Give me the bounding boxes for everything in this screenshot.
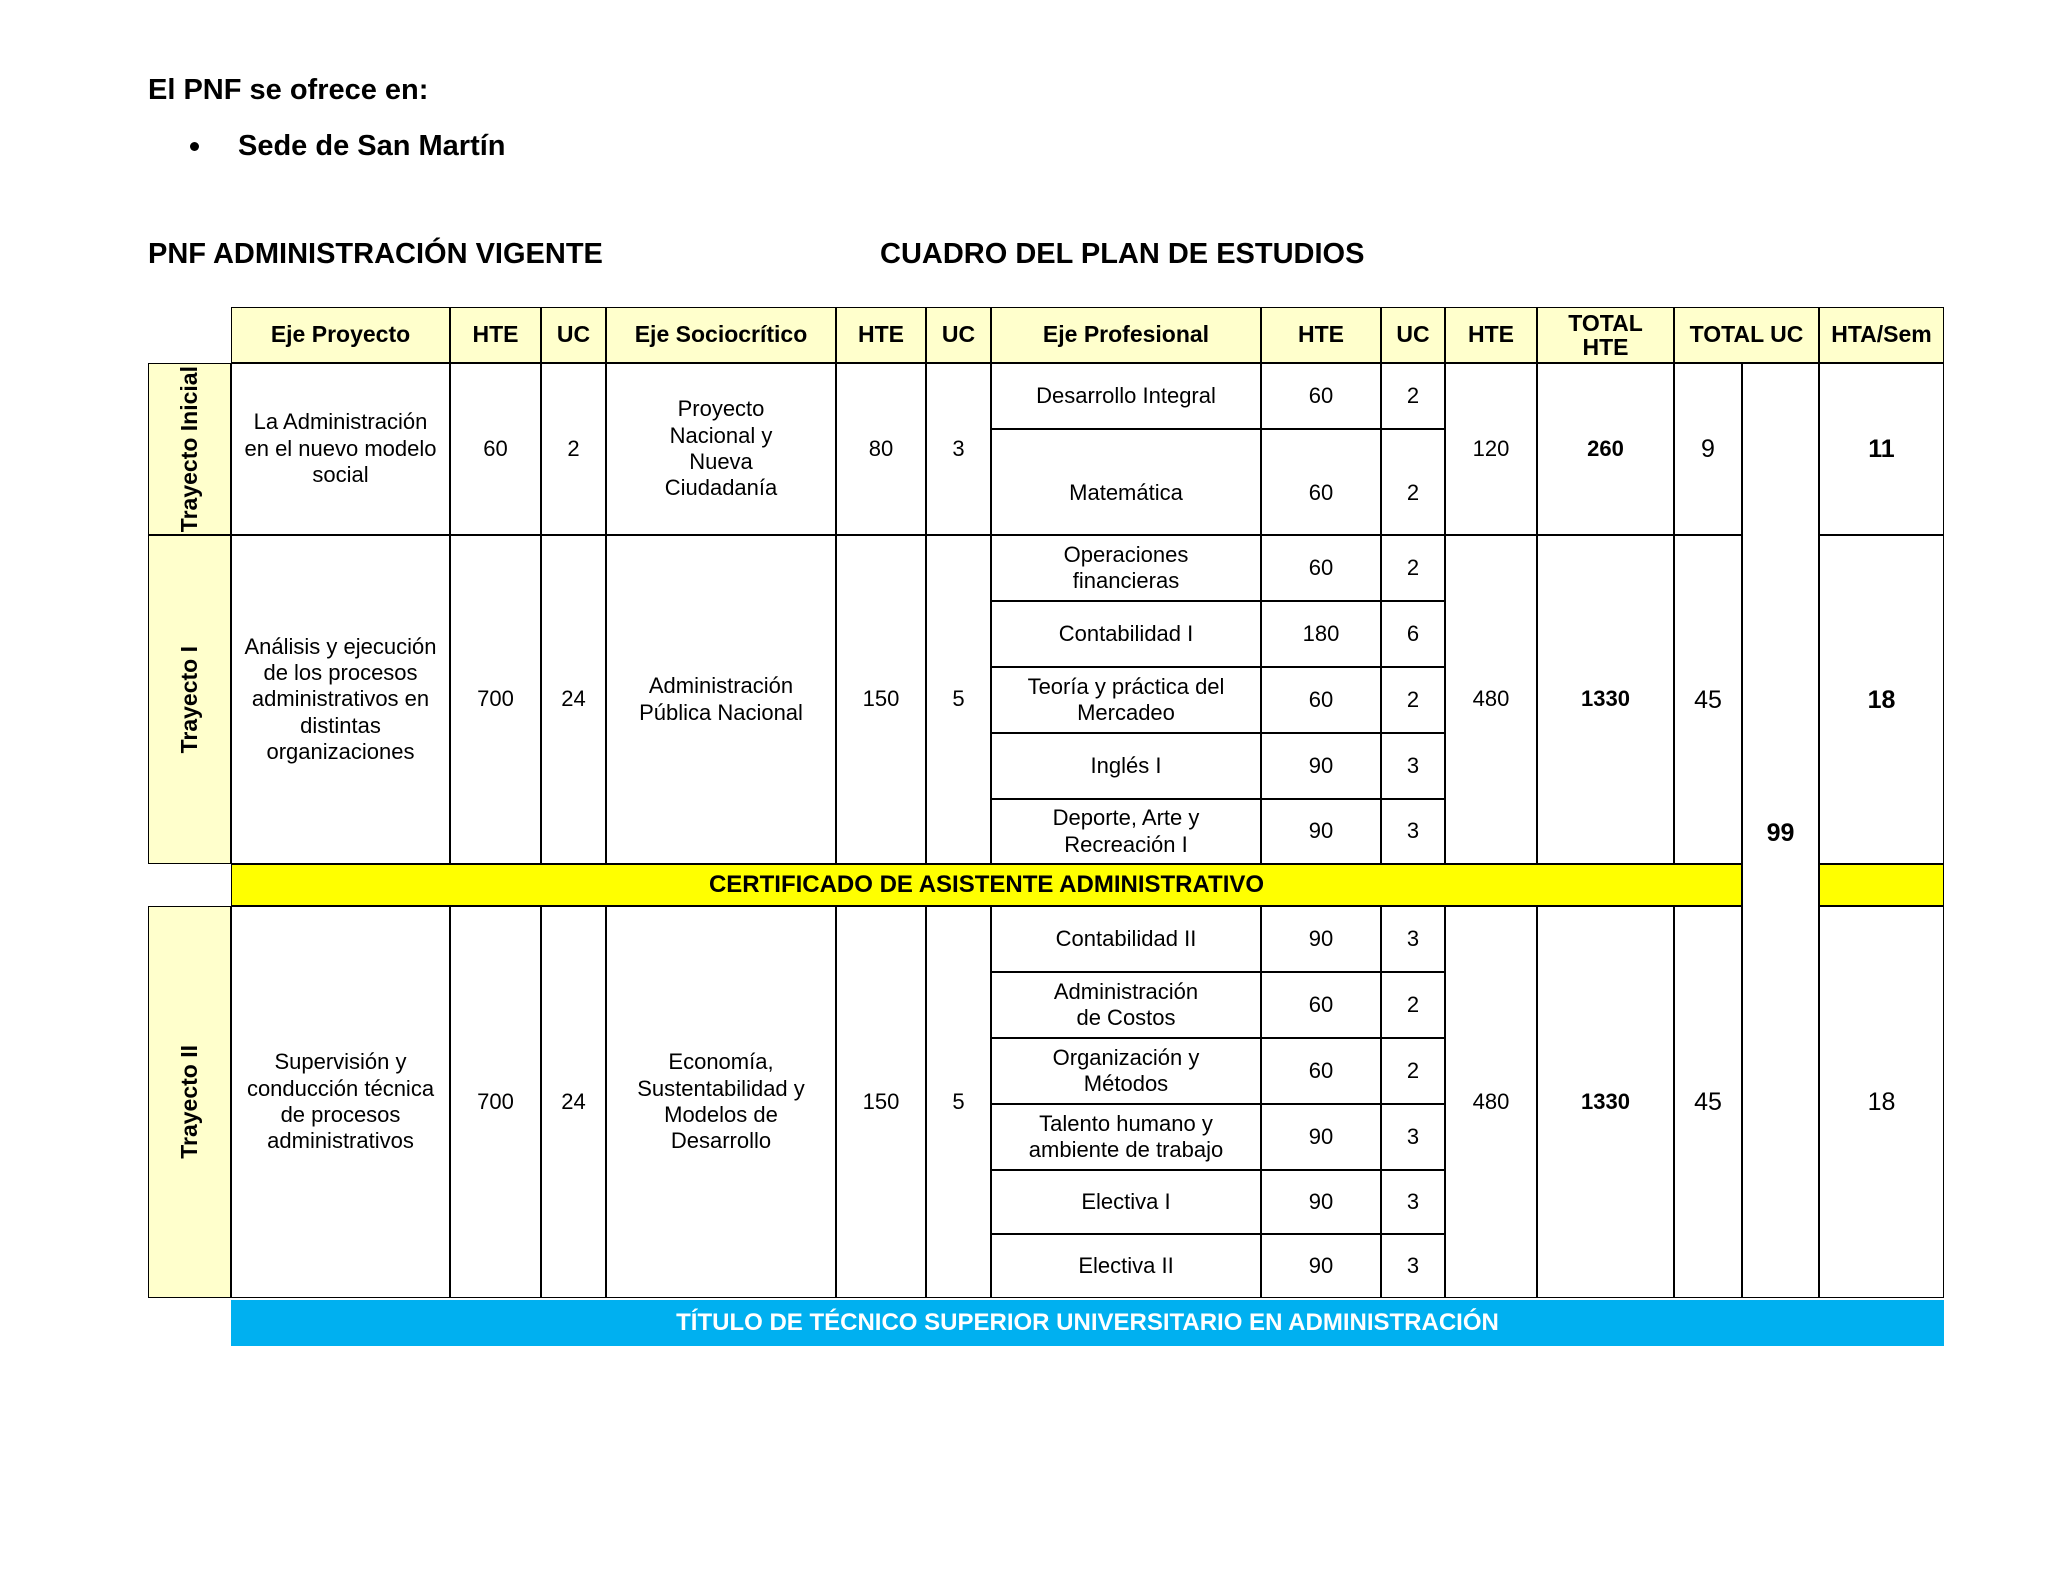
header-uc-socio: UC (926, 307, 991, 363)
header-hte-proyecto: HTE (450, 307, 541, 363)
profesional-uc: 2 (1381, 535, 1445, 601)
profesional-uc: 3 (1381, 1170, 1445, 1234)
proyecto-cell: La Administración en el nuevo modelo social (231, 363, 450, 535)
bullet-icon (190, 142, 199, 151)
trayecto-total-uc: 45 (1674, 535, 1742, 864)
heading-plan: CUADRO DEL PLAN DE ESTUDIOS (880, 238, 1365, 270)
proyecto-uc: 2 (541, 363, 606, 535)
profesional-uc: 3 (1381, 733, 1445, 799)
profesional-uc: 3 (1381, 799, 1445, 864)
sociocritico-cell: Proyecto Nacional y Nueva Ciudadanía (606, 363, 836, 535)
proyecto-hte: 700 (450, 906, 541, 1298)
trayecto-label-ii: Trayecto II (148, 906, 231, 1298)
profesional-course: Electiva II (991, 1234, 1261, 1298)
certificate-band-right (1819, 864, 1944, 906)
trayecto-total-hte: 260 (1537, 363, 1674, 535)
profesional-uc: 2 (1381, 429, 1445, 535)
trayecto-label-i: Trayecto I (148, 535, 231, 864)
trayecto-total-uc: 45 (1674, 906, 1742, 1298)
profesional-course: Matemática (991, 429, 1261, 535)
proyecto-uc: 24 (541, 535, 606, 864)
profesional-hte: 90 (1261, 733, 1381, 799)
certificate-band: CERTIFICADO DE ASISTENTE ADMINISTRATIVO (231, 864, 1742, 906)
profesional-course: Operaciones financieras (991, 535, 1261, 601)
socio-uc: 5 (926, 535, 991, 864)
trayecto-hta-sem: 18 (1819, 906, 1944, 1298)
header-eje-sociocritico: Eje Sociocrítico (606, 307, 836, 363)
header-hte-socio: HTE (836, 307, 926, 363)
header-uc-profesional: UC (1381, 307, 1445, 363)
grand-total-uc (1742, 363, 1819, 1298)
profesional-hte: 60 (1261, 535, 1381, 601)
profesional-uc: 3 (1381, 906, 1445, 972)
proyecto-uc: 24 (541, 906, 606, 1298)
proyecto-hte: 60 (450, 363, 541, 535)
profesional-course: Contabilidad II (991, 906, 1261, 972)
profesional-hte: 90 (1261, 1234, 1381, 1298)
profesional-course: Deporte, Arte y Recreación I (991, 799, 1261, 864)
trayecto-hte: 120 (1445, 363, 1537, 535)
socio-hte: 150 (836, 535, 926, 864)
profesional-course: Contabilidad I (991, 601, 1261, 667)
socio-hte: 80 (836, 363, 926, 535)
profesional-uc: 2 (1381, 363, 1445, 429)
sociocritico-cell: Administración Pública Nacional (606, 535, 836, 864)
trayecto-hte: 480 (1445, 535, 1537, 864)
socio-hte: 150 (836, 906, 926, 1298)
profesional-course: Talento humano y ambiente de trabajo (991, 1104, 1261, 1170)
header-total-uc: TOTAL UC (1674, 307, 1819, 363)
profesional-course: Electiva I (991, 1170, 1261, 1234)
trayecto-hta-sem: 18 (1819, 535, 1944, 864)
profesional-uc: 2 (1381, 1038, 1445, 1104)
trayecto-label-inicial: Trayecto Inicial (148, 363, 231, 535)
header-hta-sem: HTA/Sem (1819, 307, 1944, 363)
profesional-hte: 60 (1261, 363, 1381, 429)
profesional-hte: 60 (1261, 667, 1381, 733)
header-eje-proyecto: Eje Proyecto (231, 307, 450, 363)
proyecto-cell: Análisis y ejecución de los procesos administrativos en distintas organizaciones (231, 535, 450, 864)
profesional-uc: 6 (1381, 601, 1445, 667)
proyecto-hte: 700 (450, 535, 541, 864)
title-band: TÍTULO DE TÉCNICO SUPERIOR UNIVERSITARIO EN ADMINISTRACIÓN (231, 1300, 1944, 1346)
intro-text: El PNF se ofrece en: (148, 74, 429, 106)
profesional-uc: 2 (1381, 972, 1445, 1038)
trayecto-hta-sem: 11 (1819, 363, 1944, 535)
profesional-hte: 90 (1261, 1104, 1381, 1170)
profesional-hte: 60 (1261, 972, 1381, 1038)
trayecto-total-hte: 1330 (1537, 906, 1674, 1298)
socio-uc: 5 (926, 906, 991, 1298)
profesional-uc: 3 (1381, 1234, 1445, 1298)
grand-total-uc-value: 99 (1766, 819, 1795, 847)
heading-program: PNF ADMINISTRACIÓN VIGENTE (148, 238, 603, 270)
proyecto-cell: Supervisión y conducción técnica de procesos administrativos (231, 906, 450, 1298)
location-item: Sede de San Martín (238, 130, 506, 162)
trayecto-hte: 480 (1445, 906, 1537, 1298)
profesional-uc: 3 (1381, 1104, 1445, 1170)
header-hte-sum: HTE (1445, 307, 1537, 363)
profesional-hte: 90 (1261, 906, 1381, 972)
header-total-hte: TOTAL HTE (1537, 307, 1674, 363)
profesional-course: Organización y Métodos (991, 1038, 1261, 1104)
profesional-course: Teoría y práctica del Mercadeo (991, 667, 1261, 733)
profesional-course: Inglés I (991, 733, 1261, 799)
profesional-uc: 2 (1381, 667, 1445, 733)
profesional-hte: 60 (1261, 429, 1381, 535)
profesional-hte: 60 (1261, 1038, 1381, 1104)
socio-uc: 3 (926, 363, 991, 535)
header-hte-profesional: HTE (1261, 307, 1381, 363)
profesional-hte: 90 (1261, 1170, 1381, 1234)
profesional-course: Desarrollo Integral (991, 363, 1261, 429)
profesional-hte: 90 (1261, 799, 1381, 864)
header-uc-proyecto: UC (541, 307, 606, 363)
profesional-hte: 180 (1261, 601, 1381, 667)
profesional-course: Administración de Costos (991, 972, 1261, 1038)
trayecto-total-uc: 9 (1674, 363, 1742, 535)
trayecto-total-hte: 1330 (1537, 535, 1674, 864)
header-eje-profesional: Eje Profesional (991, 307, 1261, 363)
sociocritico-cell: Economía, Sustentabilidad y Modelos de Desarrollo (606, 906, 836, 1298)
